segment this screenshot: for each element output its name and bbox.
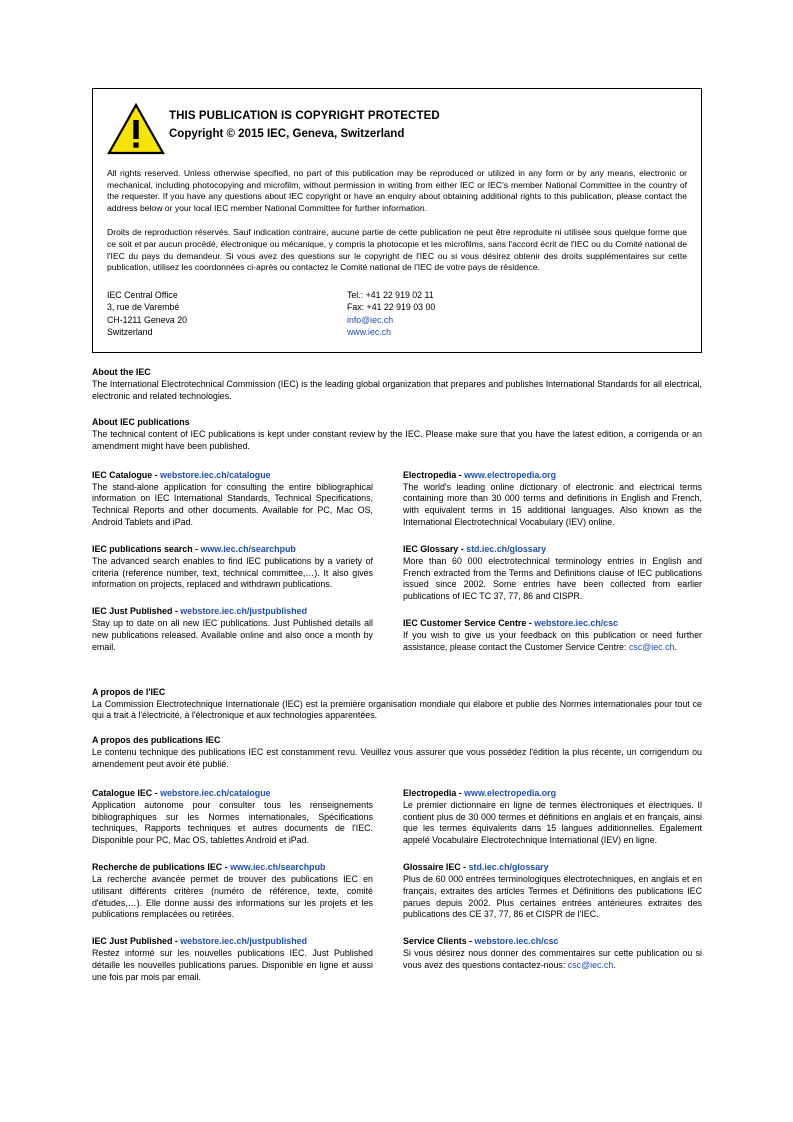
glossaire-iec-label: Glossaire IEC - — [403, 861, 469, 872]
copyright-paragraph-fr: Droits de reproduction réservés. Sauf indication contraire, aucune partie de cette publication ne peut être reproduite ni utilisée sous quelque forme que ce soit et par aucun procédé, électronique ou mécanique, y compris la photocopie et les microfilms, sans l'accord écrit de l'IEC ou du Comité national de l'IEC du pays du demandeur. Si vous avez des questions sur le copyright de l'IEC ou si vous désirez obtenir des droits supplémentaires sur cette publication, utilisez les coordonnées ci-après ou contactez le Comité national de l'IEC de votre pays de résidence. — [107, 227, 687, 273]
catalogue-iec-item — [92, 787, 373, 847]
contact-column — [347, 289, 587, 339]
recherche-publications-item — [92, 861, 373, 921]
iec-customer-service-email-link[interactable]: csc@iec.ch — [628, 641, 675, 652]
address-column — [107, 289, 347, 339]
service-clients-body-post: . — [613, 959, 616, 970]
about-iec-publications-heading: About IEC publications — [92, 416, 190, 427]
french-left-column — [92, 787, 397, 998]
iec-customer-service-body — [403, 630, 702, 654]
address-line-4: Switzerland — [107, 326, 153, 337]
document-page — [92, 88, 702, 997]
iec-just-published-fr-item — [92, 935, 373, 983]
iec-glossary-body: More than 60 000 electrotechnical terminology entries in English and French extracted from the Terms and Definitions clause of IEC publications issued since 2002. Some entries have been collected from earlier publications of IEC TC 37, 77, 86 and CISPR. — [403, 555, 702, 602]
iec-catalogue-item — [92, 469, 373, 529]
about-the-iec-body: The International Electrotechnical Commission (IEC) is the leading global organization that prepares and publishes International Standards for all electrical, electronic and related technologies. — [92, 379, 702, 402]
glossaire-iec-item — [403, 861, 702, 921]
apropos-publications-body: Le contenu technique des publications IEC est constamment revu. Veuillez vous assurer que vous possédez l'édition la plus récente, un corrigendum ou amendement peut avoir été publié. — [92, 747, 702, 769]
copyright-subtitle: Copyright © 2015 IEC, Geneva, Switzerland — [169, 128, 405, 140]
service-clients-body-pre: Si vous désirez nous donner des commentaires sur cette publication ou si vous avez des questions contactez-nous: — [403, 948, 702, 970]
electropedia-fr-heading — [403, 787, 702, 799]
iec-catalogue-heading — [92, 469, 373, 481]
iec-contact-address — [107, 289, 687, 339]
iec-glossary-item — [403, 543, 702, 603]
iec-customer-service-link[interactable]: webstore.iec.ch/csc — [534, 617, 619, 628]
recherche-publications-heading — [92, 861, 373, 873]
iec-publications-search-link[interactable]: www.iec.ch/searchpub — [200, 543, 296, 554]
electropedia-label: Electropedia - — [403, 469, 465, 480]
iec-just-published-fr-body: Restez informé sur les nouvelles publications IEC. Just Published détaille les nouvelles publications parues. Disponible en ligne et aussi une fois par mois par email. — [92, 948, 373, 982]
warning-triangle-icon — [107, 101, 169, 155]
electropedia-fr-link[interactable]: www.electropedia.org — [464, 787, 557, 798]
iec-customer-service-body-pre: If you wish to give us your feedback on this publication or need further assistance, please contact the Customer Service Centre: — [403, 629, 702, 652]
iec-catalogue-label: IEC Catalogue - — [92, 469, 161, 480]
glossaire-iec-body: Plus de 60 000 entrées terminologiques électrotechniques, en anglais et en français, extraites des articles Termes et Définitions des publications IEC parues depuis 2002. Plus certaines entrées antérieures extraites des publications des CE 37, 77, 86 et CISPR de l'IEC. — [403, 873, 702, 920]
iec-glossary-label: IEC Glossary - — [403, 543, 467, 554]
apropos-publications-section — [92, 734, 702, 771]
recherche-publications-label: Recherche de publications IEC - — [92, 861, 231, 872]
catalogue-iec-body: Application autonome pour consulter tous les renseignements bibliographiques sur les Normes internationales, Spécifications techniques, Rapports techniques et autres documents de l'IEC. Disponible pour PC, Mac OS, tablettes Android et iPad. — [92, 799, 373, 846]
catalogue-iec-label: Catalogue IEC - — [92, 787, 161, 798]
iec-glossary-heading — [403, 543, 702, 555]
french-right-column — [397, 787, 702, 998]
copyright-paragraph-en: All rights reserved. Unless otherwise specified, no part of this publication may be reproduced or utilized in any form or by any means, electronic or mechanical, including photocopying and microfilm, without permission in writing from either IEC or IEC's member National Committee in the country of the requester. If you have any questions about IEC copyright or have an enquiry about obtaining additional rights to this publication, please contact the address below or your local IEC member National Committee for further information. — [107, 168, 687, 213]
iec-customer-service-body-post: . — [674, 641, 677, 652]
iec-customer-service-heading — [403, 617, 702, 629]
electropedia-body: The world's leading online dictionary of electronic and electrical terms containing more than 30 000 terms and definitions in English and French, with equivalent terms in 15 additional languages. Also known as the International Electrotechnical Vocabulary (IEV) online. — [403, 481, 702, 527]
apropos-iec-body: La Commission Electrotechnique Internationale (IEC) est la première organisation mondiale qui élabore et publie des Normes internationales pour tout ce qui a trait à l'électricité, à l'électronique et aux technologies apparentées. — [92, 698, 702, 721]
english-right-column — [397, 469, 702, 668]
iec-publications-search-label: IEC publications search - — [92, 543, 201, 554]
address-line-2: 3, rue de Varembé — [107, 302, 180, 313]
iec-catalogue-body: The stand-alone application for consulting the entire bibliographical information on IEC International Standards, Technical Specifications, Technical Reports and other documents. Available for PC, Mac OS, Android Tablets and iPad. — [92, 481, 373, 527]
copyright-header-text — [169, 101, 440, 142]
iec-just-published-fr-label: IEC Just Published - — [92, 936, 181, 947]
recherche-publications-body: La recherche avancée permet de trouver des publications IEC en utilisant différents critères (numéro de référence, texte, comité d'études,…). Elle donne aussi des informations sur les projets et les publications remplacées ou retirées. — [92, 873, 373, 920]
electropedia-heading — [403, 469, 702, 481]
copyright-notice-box — [92, 88, 702, 353]
iec-just-published-link[interactable]: webstore.iec.ch/justpublished — [180, 606, 308, 617]
iec-just-published-heading — [92, 605, 373, 617]
electropedia-item — [403, 469, 702, 529]
copyright-title: THIS PUBLICATION IS COPYRIGHT PROTECTED — [169, 110, 440, 122]
iec-just-published-item — [92, 605, 373, 653]
iec-publications-search-heading — [92, 543, 373, 555]
catalogue-iec-heading — [92, 787, 373, 799]
service-clients-body — [403, 948, 702, 972]
about-iec-publications-section — [92, 416, 702, 453]
glossaire-iec-link[interactable]: std.iec.ch/glossary — [468, 861, 549, 872]
electropedia-fr-body: Le premier dictionnaire en ligne de termes électroniques et électriques. Il contient plus de 30 000 termes et définitions en anglais et en français, ainsi que les termes équivalents dans 15 langues additionnelles. Egalement appelé Vocabulaire Electrotechnique International (IEV) en ligne. — [403, 799, 702, 846]
iec-catalogue-link[interactable]: webstore.iec.ch/catalogue — [160, 469, 271, 480]
service-clients-item — [403, 935, 702, 972]
apropos-iec-section — [92, 686, 702, 723]
address-line-1: IEC Central Office — [107, 289, 178, 300]
english-resources-columns — [92, 469, 702, 668]
iec-publications-search-item — [92, 543, 373, 591]
about-the-iec-heading: About the IEC — [92, 367, 151, 378]
about-iec-publications-body: The technical content of IEC publications is kept under constant review by the IEC. Please make sure that you have the latest edition, a corrigenda or an amendment might have been published. — [92, 428, 702, 451]
english-left-column — [92, 469, 397, 668]
address-line-3: CH-1211 Geneva 20 — [107, 314, 188, 325]
iec-just-published-fr-link[interactable]: webstore.iec.ch/justpublished — [180, 936, 308, 947]
french-resources-columns — [92, 787, 702, 998]
electropedia-link[interactable]: www.electropedia.org — [464, 469, 557, 480]
service-clients-email-link[interactable]: csc@iec.ch — [567, 959, 614, 970]
recherche-publications-link[interactable]: www.iec.ch/searchpub — [230, 861, 326, 872]
iec-customer-service-label: IEC Customer Service Centre - — [403, 617, 535, 628]
iec-customer-service-item — [403, 617, 702, 654]
iec-glossary-link[interactable]: std.iec.ch/glossary — [466, 543, 547, 554]
electropedia-fr-label: Electropedia - — [403, 787, 465, 798]
iec-publications-search-body: The advanced search enables to find IEC publications by a variety of criteria (reference number, text, technical committee,…). It also gives information on projects, replaced and withdrawn publications. — [92, 555, 373, 590]
iec-just-published-label: IEC Just Published - — [92, 606, 181, 617]
email-link[interactable]: info@iec.ch — [347, 314, 394, 325]
service-clients-label: Service Clients - — [403, 936, 475, 947]
catalogue-iec-link[interactable]: webstore.iec.ch/catalogue — [160, 787, 271, 798]
iec-just-published-fr-heading — [92, 935, 373, 947]
electropedia-fr-item — [403, 787, 702, 847]
service-clients-link[interactable]: webstore.iec.ch/csc — [474, 936, 559, 947]
website-link[interactable]: www.iec.ch — [347, 326, 391, 337]
service-clients-heading — [403, 935, 702, 947]
apropos-iec-heading: A propos de l'IEC — [92, 686, 166, 697]
copyright-header — [107, 101, 687, 155]
fax-line: Fax: +41 22 919 03 00 — [347, 302, 436, 313]
iec-just-published-body: Stay up to date on all new IEC publications. Just Published details all new publications released. Available online and also once a month by email. — [92, 618, 373, 652]
glossaire-iec-heading — [403, 861, 702, 873]
apropos-publications-heading: A propos des publications IEC — [92, 735, 221, 746]
telephone-line: Tel.: +41 22 919 02 11 — [347, 289, 434, 300]
about-the-iec-section — [92, 366, 702, 403]
